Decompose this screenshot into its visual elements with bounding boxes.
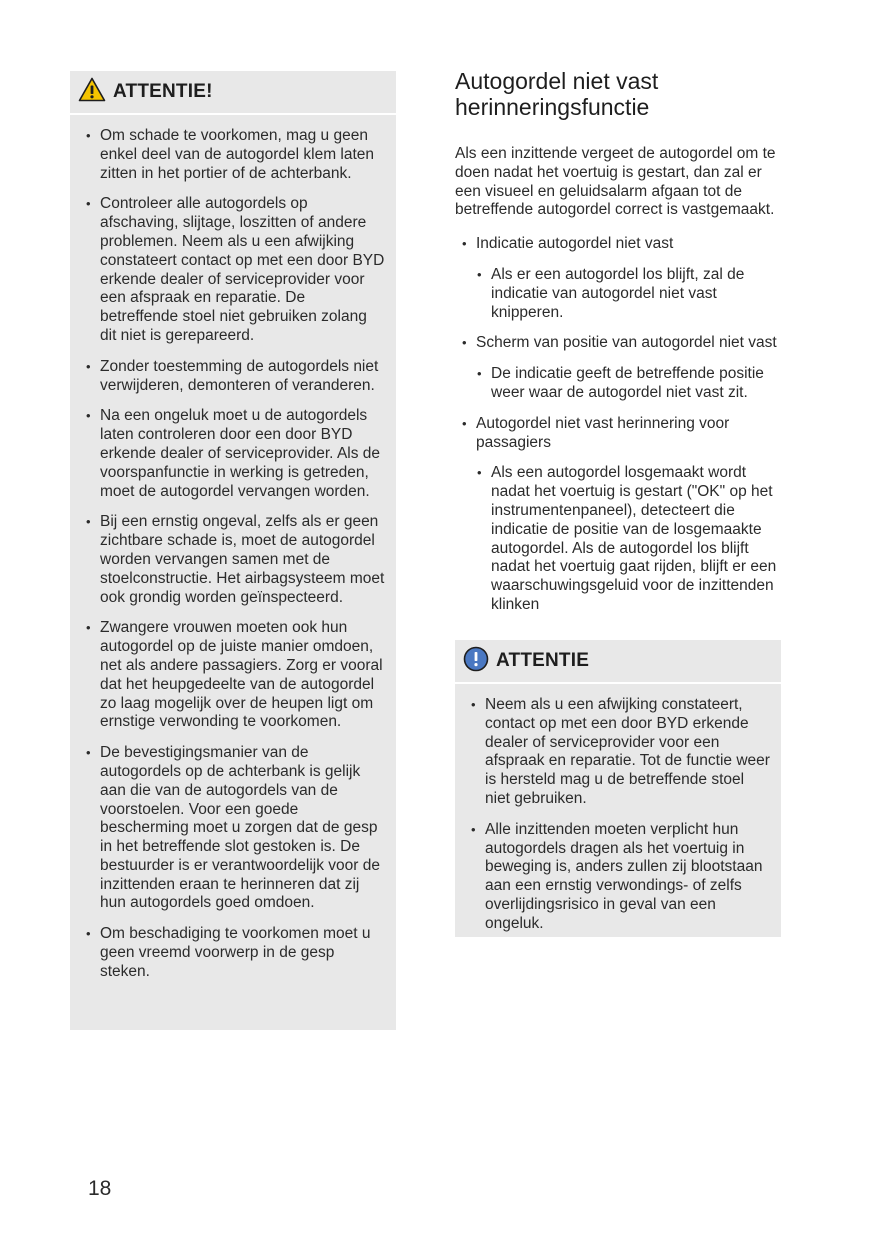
notice-title: ATTENTIE: [496, 650, 590, 671]
warning-item: • Om schade te voorkomen, mag u geen enkel deel van de autogordel klem laten zitten in het portier of de achterbank.: [100, 127, 386, 183]
feature-sublist: [476, 365, 783, 403]
warning-title: ATTENTIE!: [113, 81, 213, 102]
feature-list: [455, 235, 783, 615]
seatbelt-reminder-section: [455, 68, 783, 627]
feature-subitem: • Als een autogordel losgemaakt wordt nadat het voertuig is gestart ("OK" op het instrumentenpaneel), detecteert die indicatie de positie van de losgemaakte autogordel. Als de autogordel los blijft nadat het voertuig gaat rijden, blijft er een waarschuwingsgeluid voor de inzittenden klinken: [491, 464, 783, 614]
feature-label: Autogordel niet vast herinnering voor passagiers: [476, 414, 730, 451]
warning-box: [70, 71, 396, 1030]
warning-item: • Om beschadiging te voorkomen moet u geen vreemd voorwerp in de gesp steken.: [100, 925, 386, 981]
warning-item: • Na een ongeluk moet u de autogordels laten controleren door een door BYD erkende dealer of serviceprovider. Als de voorspanfunctie in werking is getreden, moet de autogordel vervangen worden.: [100, 407, 386, 501]
warning-item: • Zonder toestemming de autogordels niet verwijderen, demonteren of veranderen.: [100, 358, 386, 396]
page-number: 18: [88, 1177, 112, 1200]
notice-item: • Alle inzittenden moeten verplicht hun autogordels dragen als het voertuig in beweging is, anders zullen zij blootstaan aan een ernstig verwondings- of zelfs overlijdingsrisico in geval van een ongeluk.: [485, 821, 771, 934]
feature-item: [476, 334, 783, 402]
notice-item: • Neem als u een afwijking constateert, contact op met een door BYD erkende dealer of serviceprovider voor een afspraak en reparatie. Tot de functie weer is hersteld mag u de betreffende stoel niet gebruiken.: [485, 696, 771, 809]
feature-item: [476, 415, 783, 615]
warning-header: [70, 71, 396, 105]
feature-item: [476, 235, 783, 322]
notice-header: [455, 640, 781, 674]
notice-box: [455, 640, 781, 937]
warning-triangle-icon: [78, 77, 106, 107]
feature-label: Indicatie autogordel niet vast: [476, 235, 674, 253]
feature-subitem: • De indicatie geeft de betreffende positie weer waar de autogordel niet vast zit.: [491, 365, 783, 403]
info-exclamation-icon: [463, 646, 489, 677]
warning-item: • De bevestigingsmanier van de autogordels op de achterbank is gelijk aan die van de autogordels van de voorstoelen. Voor een goede bescherming moet u zorgen dat de gesp in het betreffende slot gestoken is. De bestuurder is er verantwoordelijk voor de inzittenden eraan te herinneren dat zij hun autogordels goed omdoen.: [100, 744, 386, 913]
warning-item: • Zwangere vrouwen moeten ook hun autogordel op de juiste manier omdoen, net als andere passagiers. Zorg er vooral dat het heupgedeelte van de autogordel zo laag mogelijk over de heupen ligt om ernstige verwonding te voorkomen.: [100, 619, 386, 732]
section-intro: Als een inzittende vergeet de autogordel om te doen nadat het voertuig is gestart, dan zal er een visueel en geluidsalarm afgaan tot de betreffende autogordel correct is vastgemaakt.: [455, 145, 776, 219]
warning-list: [70, 115, 396, 982]
feature-sublist: [476, 266, 783, 322]
feature-subitem: • Als er een autogordel los blijft, zal de indicatie van autogordel niet vast knipperen.: [491, 266, 783, 322]
feature-sublist: [476, 464, 783, 614]
feature-label: Scherm van positie van autogordel niet vast: [476, 334, 777, 352]
warning-item: • Controleer alle autogordels op afschaving, slijtage, loszitten of andere problemen. Neem als u een afwijking constateert contact op met een door BYD erkende dealer of serviceprovider voor een afspraak en reparatie. De betreffende stoel niet gebruiken zolang dit niet is gerepareerd.: [100, 195, 386, 345]
section-title: Autogordel niet vast herinneringsfunctie: [455, 68, 659, 120]
notice-list: [455, 684, 781, 934]
warning-item: • Bij een ernstig ongeval, zelfs als er geen zichtbare schade is, moet de autogordel worden vervangen samen met de stoelconstructie. Het airbagsysteem moet ook grondig worden geïnspecteerd.: [100, 513, 386, 607]
